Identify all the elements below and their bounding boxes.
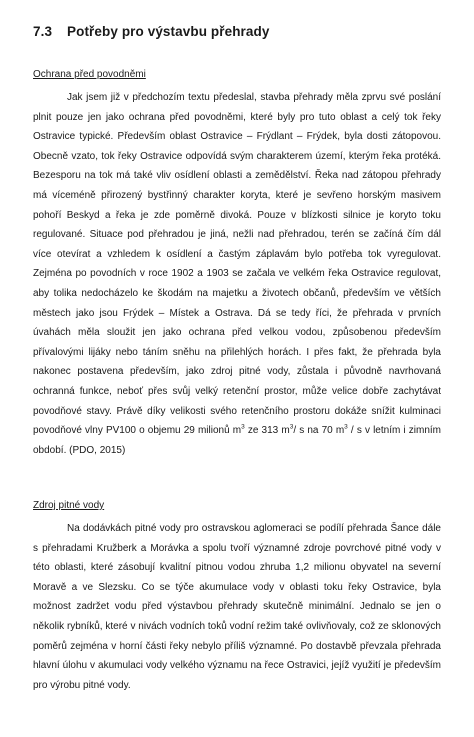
section-number: 7.3	[33, 24, 53, 39]
section-heading	[33, 24, 269, 39]
paragraph-flood-protection	[33, 88, 441, 460]
paragraph-text: ze 313 m	[244, 425, 290, 437]
paragraph-drinking-water: Na dodávkách pitné vody pro ostravskou aglomeraci se podílí přehrada Šance dále s přehradami Kružberk a Morávka a spolu tvoří významné zdroje povrchové pitné vody v této oblasti, které zásobují kvalitní pitnou vodou zhruba 1,2 milionu obyvatel na severní Moravě a ve Slezsku. Co se týče akumulace vody v oblasti toku řeky Ostravice, byla možnost zadržet vodu před výstavbou přehrady skutečně minimální. Jednalo se jen o několik rybníků, které v nivách vodních toků vodní režim také ovlivňovaly, což ze sklonových poměrů zejména v horní části řeky nebylo příliš významné. Po dostavbě převzala přehrada hlavní úlohu v akumulaci vody velkého významu na řece Ostravici, jejíž využití je především pro výrobu pitné vody.	[33, 523, 441, 691]
superscript: 3	[241, 423, 245, 431]
paragraph-text: / s na 70 m	[293, 425, 345, 437]
paragraph-text: Jak jsem již v předchozím textu předeslal, stavba přehrady měla zprvu své poslání plnit pouze jen jako ochrana před povodněmi, které byly pro tuto oblast a celý tok řeky Ostravice typické. Především oblast Ostravice – Frýdlant – Frýdek, byla dosti zátopovou. Obecně vzato, tok řeky Ostravice odpovídá svým charakterem území, kterým řeka protéká. Bezesporu na tok má také vliv osídlení oblasti a zemědělství. Řeka nad zátopou přehrady má víceméně přirozený bystřinný charakter koryta, které je sevřeno horským masivem pohoří Beskyd a řeka je zde poměrně divoká. Pouze v blízkosti silnice je koryto toku regulované. Situace pod přehradou je jiná, nežli nad přehradou, terén se začíná čím dál více otevírat a vzhledem k osídlení a častým záplavám bylo potřeba tok vyregulovat. Zejména po povodních v roce 1902 a 1903 se začala ve velkém řeka Ostravice regulovat, aby tolika nedocházelo ke škodám na majetku a životech občanů, především ve větších městech jako jsou Frýdek – Místek a Ostrava. Dá se tedy říci, že přehrada v prvních úvahách měla sloužit jen jako ochrana před velkou vodou, způsobenou především přívalovými lijáky nebo táním sněhu na přilehlých horách. I přes fakt, že přehrada byla nakonec postavena především, jako zdroj pitné vody, zůstala i původně navrhovaná ochranná funkce, neboť přes svůj velký retenční prostor, může velice dobře zachytávat povodňové stavy. Právě díky velikosti svého retenčního prostoru dokáže snížit kulminaci povodňové vlny PV100 o objemu 29 milionů m	[33, 92, 441, 437]
superscript: 3	[344, 423, 348, 431]
subsection-heading-drinking-water: Zdroj pitné vody	[33, 500, 105, 511]
subsection-heading-flood-protection: Ochrana před povodněmi	[33, 69, 146, 80]
section-title: Potřeby pro výstavbu přehrady	[67, 24, 270, 39]
paragraph-text: / s v letním i zimním období. (PDO, 2015)	[33, 425, 441, 456]
superscript: 3	[289, 423, 294, 431]
